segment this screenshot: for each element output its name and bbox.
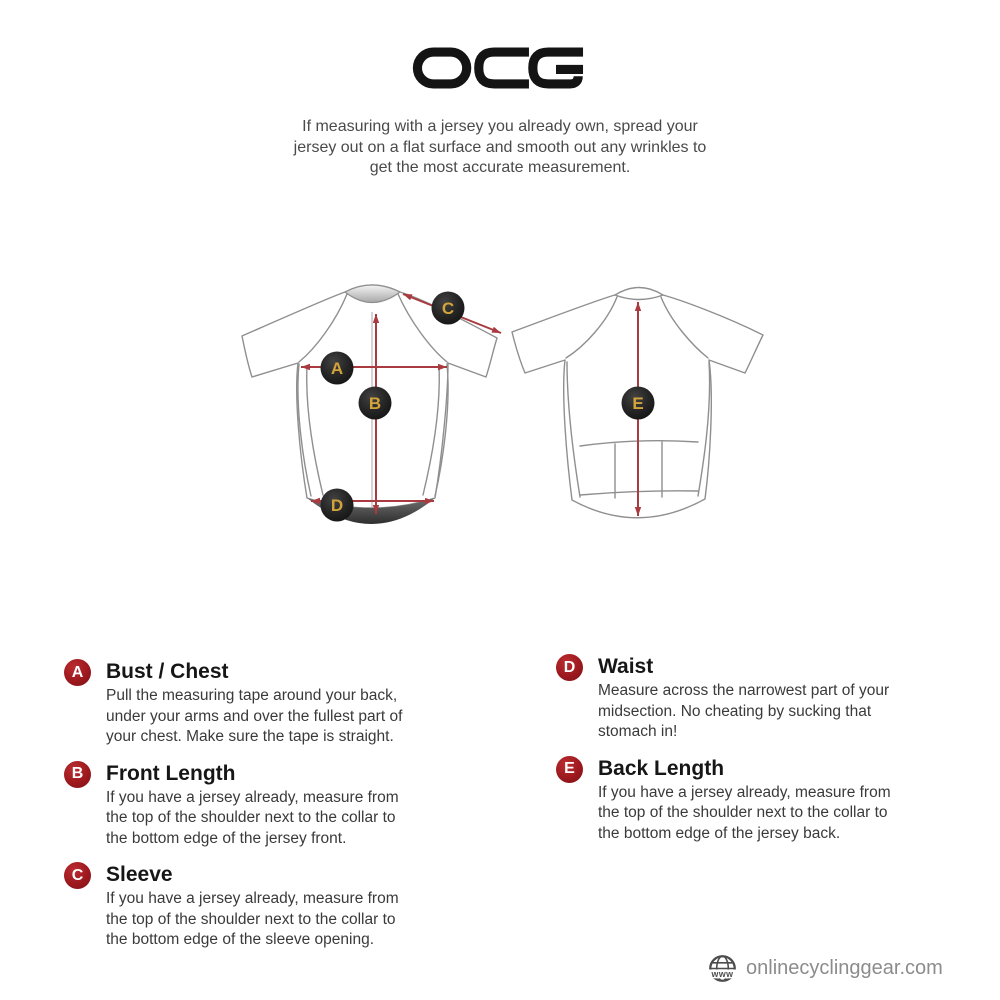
section-description: If you have a jersey already, measure from the top of the shoulder next to the collar to the bottom edge of the jersey back.	[598, 783, 891, 842]
section-title: Sleeve	[106, 863, 173, 886]
front-collar	[345, 285, 400, 303]
logo-letter-c	[479, 52, 529, 84]
section-title: Bust / Chest	[106, 660, 229, 683]
logo-letter-g	[533, 52, 583, 84]
measurement-definitions-left	[64, 659, 504, 964]
ocg-logo-graphic	[411, 40, 589, 96]
section-back-length	[556, 756, 996, 845]
section-description: Pull the measuring tape around your back, under your arms and over the fullest part of your chest. Make sure the tape is straight.	[106, 687, 403, 745]
marker-d	[321, 489, 354, 522]
section-bust-chest	[64, 659, 504, 748]
marker-b	[359, 387, 392, 420]
jersey-front-diagram	[228, 266, 508, 536]
www-globe-icon	[708, 954, 737, 983]
back-collar-line	[615, 295, 663, 300]
section-sleeve	[64, 862, 504, 951]
section-title: Back Length	[598, 756, 725, 780]
footer	[708, 954, 943, 983]
badge-d: D	[556, 654, 583, 681]
svg-text:E: E	[632, 394, 644, 413]
www-label: www	[711, 968, 734, 979]
marker-c	[432, 292, 465, 325]
front-raglan-seams	[299, 294, 447, 362]
section-waist	[556, 654, 996, 743]
svg-text:C: C	[441, 299, 455, 318]
section-title: Front Length	[106, 761, 236, 785]
jersey-back-diagram	[505, 266, 785, 536]
badge-c: C	[64, 862, 91, 889]
badge-a: A	[64, 659, 91, 686]
ocg-logo	[411, 40, 589, 101]
badge-b: B	[64, 761, 91, 788]
section-description: If you have a jersey already, measure from the top of the shoulder next to the collar to the bottom edge of the jersey front.	[106, 788, 399, 847]
svg-text:A: A	[330, 359, 344, 378]
front-side-panel-seams	[298, 364, 448, 496]
marker-e	[622, 387, 655, 420]
svg-text:D: D	[330, 496, 344, 515]
marker-a	[321, 352, 354, 385]
badge-e: E	[556, 756, 583, 783]
section-description: If you have a jersey already, measure from the top of the shoulder next to the collar to the bottom edge of the sleeve opening.	[106, 890, 399, 948]
section-description: Measure across the narrowest part of your midsection. No cheating by sucking that stomach in!	[598, 682, 890, 740]
section-title: Waist	[598, 655, 654, 678]
website-url: onlinecyclinggear.com	[746, 957, 943, 979]
svg-text:B: B	[368, 394, 382, 413]
measurement-definitions-right	[556, 654, 996, 857]
logo-letter-o	[417, 52, 466, 84]
measuring-instructions: If measuring with a jersey you already own, spread your jersey out on a flat surface and smooth out any wrinkles to get the most accurate measurement.	[293, 118, 707, 176]
section-front-length	[64, 761, 504, 850]
